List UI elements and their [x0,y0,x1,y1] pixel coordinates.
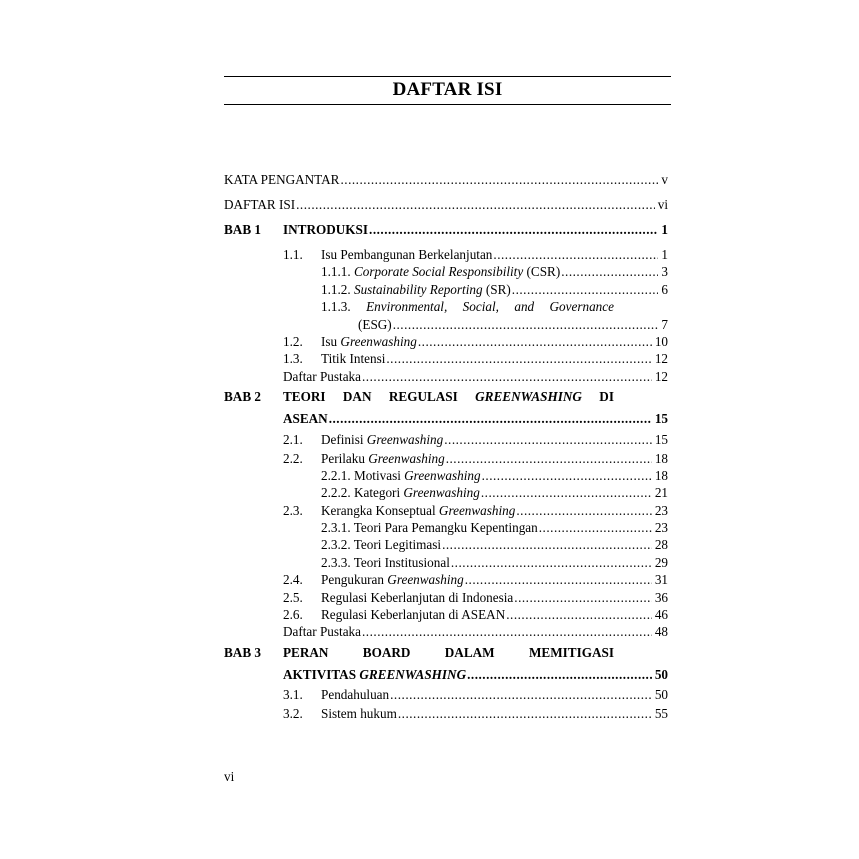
toc-entry-daftar-pustaka-2[interactable] [224,623,668,640]
dot-leader [418,333,652,350]
toc-entry-2-3[interactable] [224,502,668,519]
toc-page-number: 55 [654,706,668,722]
section-number: 2.4. [283,572,303,588]
toc-page-number: 18 [654,450,668,466]
dot-leader [398,705,652,722]
toc-label: Perilaku Greenwashing [321,450,445,466]
toc-entry-3-1[interactable] [224,686,668,705]
toc-page-number: 18 [654,467,668,483]
toc-label: Definisi Greenwashing [321,431,444,447]
toc-entry-2-5[interactable] [224,589,668,606]
toc-chapter-3-line2[interactable] [224,666,668,683]
section-number: 2.5. [283,589,303,605]
toc-chapter-3-line1[interactable] [224,644,668,666]
toc-label: 2.2.1. Motivasi Greenwashing [321,467,481,483]
toc-entry-daftar-pustaka-1[interactable] [224,368,668,385]
toc-entry-1-3[interactable] [224,350,668,367]
chapter-title: PERAN BOARD DALAM MEMITIGASI [283,644,614,660]
dot-leader [481,484,652,501]
toc-entry-2-4[interactable] [224,571,668,588]
table-of-contents [224,171,668,723]
toc-label: Pendahuluan [321,687,390,703]
section-number: 2.6. [283,607,303,623]
chapter-title: INTRODUKSI [283,222,369,237]
toc-label: Daftar Pustaka [283,368,361,384]
page-number-footer: vi [224,769,235,784]
chapter-number: BAB 2 [224,389,262,405]
dot-leader [369,221,658,238]
toc-label: 1.1.1. Corporate Social Responsibility (CSR) [321,264,561,280]
toc-page-number: vi [657,197,668,212]
toc-page-number: 3 [661,264,668,280]
toc-page-number: 23 [654,520,668,536]
chapter-title: TEORI DAN REGULASI GREENWASHING DI [283,389,614,405]
toc-label: 2.2.2. Kategori Greenwashing [321,485,480,501]
toc-chapter-1[interactable] [224,221,668,243]
toc-label: 2.3.3. Teori Institusional [321,554,450,570]
toc-page-number: 23 [654,502,668,518]
dot-leader [482,467,652,484]
toc-page-number: 6 [661,281,668,297]
dot-leader [442,536,652,553]
toc-entry-1-1-3-line1[interactable] [224,298,668,315]
toc-entry-daftar-isi[interactable] [224,196,668,221]
chapter-number: BAB 3 [224,644,262,660]
toc-label: 1.1.3. Environmental, Social, and Governance [321,299,614,315]
toc-page-number: 10 [654,333,668,349]
toc-label: Regulasi Keberlanjutan di ASEAN [321,607,506,623]
toc-entry-2-3-1[interactable] [224,519,668,536]
chapter-number: BAB 1 [224,222,262,237]
dot-leader [444,431,652,448]
toc-page-number: 1 [661,222,668,237]
dot-leader [393,316,659,333]
toc-entry-2-2-1[interactable] [224,467,668,484]
dot-leader [512,281,659,298]
toc-page-number: 50 [654,687,668,703]
dot-leader [493,246,658,263]
toc-entry-2-6[interactable] [224,606,668,623]
section-number: 1.3. [283,351,303,367]
dot-leader [465,571,652,588]
toc-page-number: 15 [654,431,668,447]
toc-page-number: v [661,172,668,187]
toc-chapter-2-line1[interactable] [224,388,668,410]
dot-leader [362,368,652,385]
toc-entry-1-1-1[interactable] [224,263,668,280]
toc-label: Isu Pembangunan Berkelanjutan [321,247,493,262]
toc-entry-3-2[interactable] [224,705,668,722]
dot-leader [514,589,652,606]
toc-entry-1-1[interactable] [224,246,668,263]
section-number: 1.1. [283,247,303,262]
toc-page-number: 46 [654,607,668,623]
section-number: 2.3. [283,502,303,518]
page-title: DAFTAR ISI [392,79,503,100]
toc-chapter-2-line2[interactable] [224,410,668,427]
dot-leader [362,623,652,640]
section-number: 2.1. [283,431,303,447]
toc-entry-2-2[interactable] [224,450,668,467]
toc-page-number: 29 [654,554,668,570]
toc-label: Daftar Pustaka [283,624,361,640]
toc-label: KATA PENGANTAR [224,172,340,187]
toc-label: 2.3.2. Teori Legitimasi [321,537,442,553]
dot-leader [451,554,652,571]
toc-page-number: 28 [654,537,668,553]
toc-entry-1-2[interactable] [224,333,668,350]
toc-label: Kerangka Konseptual Greenwashing [321,502,516,518]
toc-page-number: 1 [661,247,668,262]
section-number: 2.2. [283,450,303,466]
chapter-title-continued: AKTIVITAS GREENWASHING [283,666,467,682]
section-number: 3.1. [283,687,303,703]
toc-page-number: 7 [661,316,668,332]
toc-label: Isu Greenwashing [321,333,417,349]
toc-label: DAFTAR ISI [224,197,296,212]
dot-leader [561,263,658,280]
dot-leader [386,350,651,367]
toc-label: Pengukuran Greenwashing [321,572,464,588]
toc-label: Sistem hukum [321,706,397,722]
toc-entry-2-3-3[interactable] [224,554,668,571]
toc-page-number: 12 [654,351,668,367]
section-number: 3.2. [283,706,303,722]
toc-label: Regulasi Keberlanjutan di Indonesia [321,589,514,605]
chapter-title-continued: ASEAN [283,411,328,427]
dot-leader [390,686,652,703]
toc-label: 1.1.2. Sustainability Reporting (SR) [321,281,511,297]
dot-leader [446,450,652,467]
dot-leader [506,606,652,623]
toc-entry-2-2-2[interactable] [224,484,668,501]
toc-page-number: 15 [654,411,668,427]
dot-leader [296,196,655,213]
toc-entry-1-1-2[interactable] [224,281,668,298]
dot-leader [467,666,652,683]
section-number: 1.2. [283,333,303,349]
title-underline [224,104,671,105]
toc-entry-2-3-2[interactable] [224,536,668,553]
toc-entry-1-1-3-line2[interactable] [224,316,668,333]
toc-entry-2-1[interactable] [224,431,668,450]
dot-leader [516,502,651,519]
toc-page-number: 12 [654,368,668,384]
dot-leader [340,171,658,188]
dot-leader [539,519,652,536]
toc-page-number: 36 [654,589,668,605]
dot-leader [329,410,652,427]
toc-page-number: 50 [654,666,668,682]
toc-label-continued: (ESG) [358,316,392,332]
toc-page-number: 31 [654,572,668,588]
toc-page-number: 21 [654,485,668,501]
toc-page-number: 48 [654,624,668,640]
toc-entry-kata-pengantar[interactable] [224,171,668,196]
toc-label: 2.3.1. Teori Para Pemangku Kepentingan [321,520,538,536]
toc-label: Titik Intensi [321,351,386,367]
top-rule [224,76,671,77]
